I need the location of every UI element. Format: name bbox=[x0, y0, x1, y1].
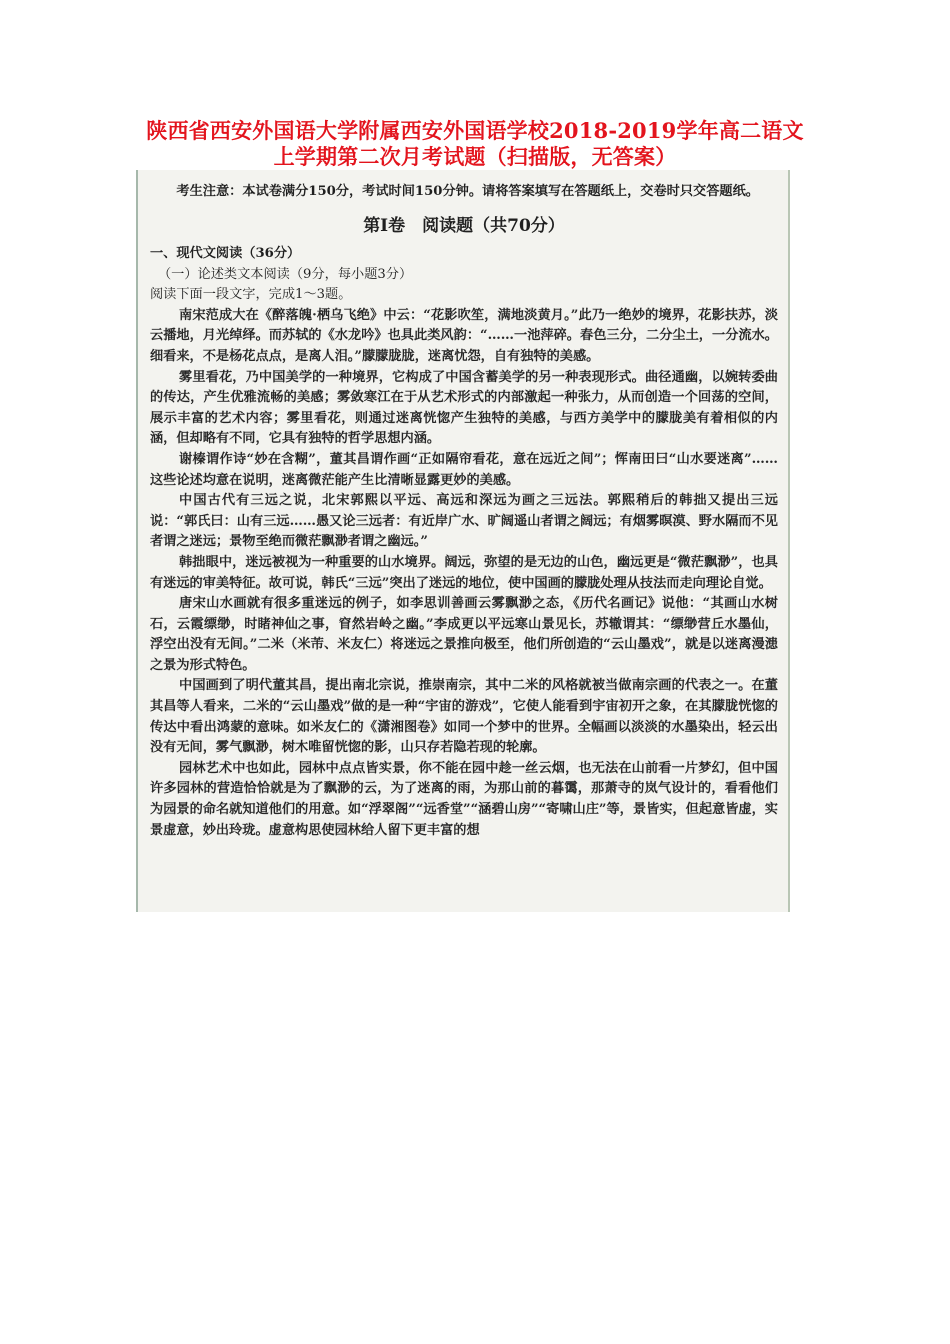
passage-paragraph: 唐宋山水画就有很多重迷远的例子，如李思训善画云雾飘渺之态，《历代名画记》说他：“其画山水树石，云霞缥缈，时睹神仙之事，窅然岩岭之幽。”李成更以平远寒山景见长，苏辙谓其：“缥缈营丘水墨仙，浮空出没有无间。”二米（米芾、米友仁）将迷远之景推向极至，他们所创造的“云山墨戏”，就是以迷离漫漶之景为形式特色。 bbox=[150, 596, 778, 673]
reading-instruction: 阅读下面一段文字，完成1～3题。 bbox=[150, 287, 352, 303]
scanned-exam-page bbox=[136, 170, 790, 912]
scanned-page-content bbox=[150, 180, 778, 841]
passage-paragraph: 谢榛谓作诗“妙在含糊”，董其昌谓作画“正如隔帘看花，意在远近之间”；恽南田曰“山水要迷离”……这些论述均意在说明，迷离微茫能产生比清晰显露更妙的美感。 bbox=[150, 451, 778, 488]
subsection-heading: （一）论述类文本阅读（9分，每小题3分） bbox=[158, 266, 413, 282]
passage-paragraph: 园林艺术中也如此，园林中点点皆实景，你不能在园中趁一丝云烟，也无法在山前看一片梦幻，但中国许多园林的营造恰恰就是为了飘渺的云，为了迷离的雨，为那山前的暮霭，那萧寺的岚气设计的，看看他们为园景的命名就知道他们的用意。如“浮翠阁”“远香堂”“涵碧山房”“寄啸山庄”等，景皆实，但起意皆虚，实景虚意，妙出玲珑。虚意构思使园林给人留下更丰富的想 bbox=[150, 760, 778, 838]
passage-paragraph: 南宋范成大在《醉落魄·栖乌飞绝》中云：“花影吹笙，满地淡黄月。”此乃一绝妙的境界，花影扶苏，淡云播地，月光绰绎。而苏轼的《水龙吟》也具此类风韵：“……一池萍碎。春色三分，二分尘土，一分流水。细看来，不是杨花点点，是离人泪。”朦朦胧胧，迷离忧怨，自有独特的美感。 bbox=[150, 307, 778, 364]
passage-paragraph: 中国画到了明代董其昌，提出南北宗说，推崇南宗，其中二米的风格就被当做南宗画的代表之一。在董其昌等人看来，二米的“云山墨戏”做的是一种“宇宙的游戏”，它使人能看到宇宙初开之象，在其朦胧恍惚的传达中看出鸿蒙的意味。如米友仁的《潇湘图卷》如同一个梦中的世界。全幅画以淡淡的水墨染出，轻云出没有无间，雾气飘渺，树木唯留恍惚的影，山只存若隐若现的轮廓。 bbox=[150, 678, 778, 756]
passage-paragraph: 韩拙眼中，迷远被视为一种重要的山水境界。阔远，弥望的是无边的山色，幽远更是“微茫飘渺”，也具有迷远的审美特征。故可说，韩氏“三远”突出了迷远的地位，使中国画的朦胧处理从技法而走向理论自觉。 bbox=[150, 554, 778, 591]
candidate-notice: 考生注意：本试卷满分150分，考试时间150分钟。请将答案填写在答题纸上，交卷时只交答题纸。 bbox=[176, 184, 759, 199]
passage-paragraph: 中国古代有三远之说，北宋郭熙以平远、高远和深远为画之三远法。郭熙稍后的韩拙又提出三远说：“郭氏曰：山有三远……愚又论三远者：有近岸广水、旷阔遥山者谓之阔远；有烟雾暝漠、野水隔而不见者谓之迷远；景物至绝而微茫飘渺者谓之幽远。” bbox=[150, 493, 778, 550]
document-title-line-2: 上学期第二次月考试题（扫描版，无答案） bbox=[273, 144, 677, 169]
document-title-line-1: 陕西省西安外国语大学附属西安外国语学校2018-2019学年高二语文 bbox=[146, 118, 804, 143]
passage-paragraph: 雾里看花，乃中国美学的一种境界，它构成了中国含蓄美学的另一种表现形式。曲径通幽，以婉转委曲的传达，产生优雅流畅的美感；雾敛寒江在于从艺术形式的内部激起一种张力，从而创造一个回荡的空间，展示丰富的艺术内容；雾里看花，则通过迷离恍惚产生独特的美感，与西方美学中的朦胧美有着相似的内涵，但却略有不同，它具有独特的哲学思想内涵。 bbox=[150, 369, 778, 447]
section-heading: 一、现代文阅读（36分） bbox=[150, 246, 301, 261]
document-title bbox=[120, 118, 830, 170]
part-heading: 第Ⅰ卷 阅读题（共70分） bbox=[363, 216, 565, 236]
